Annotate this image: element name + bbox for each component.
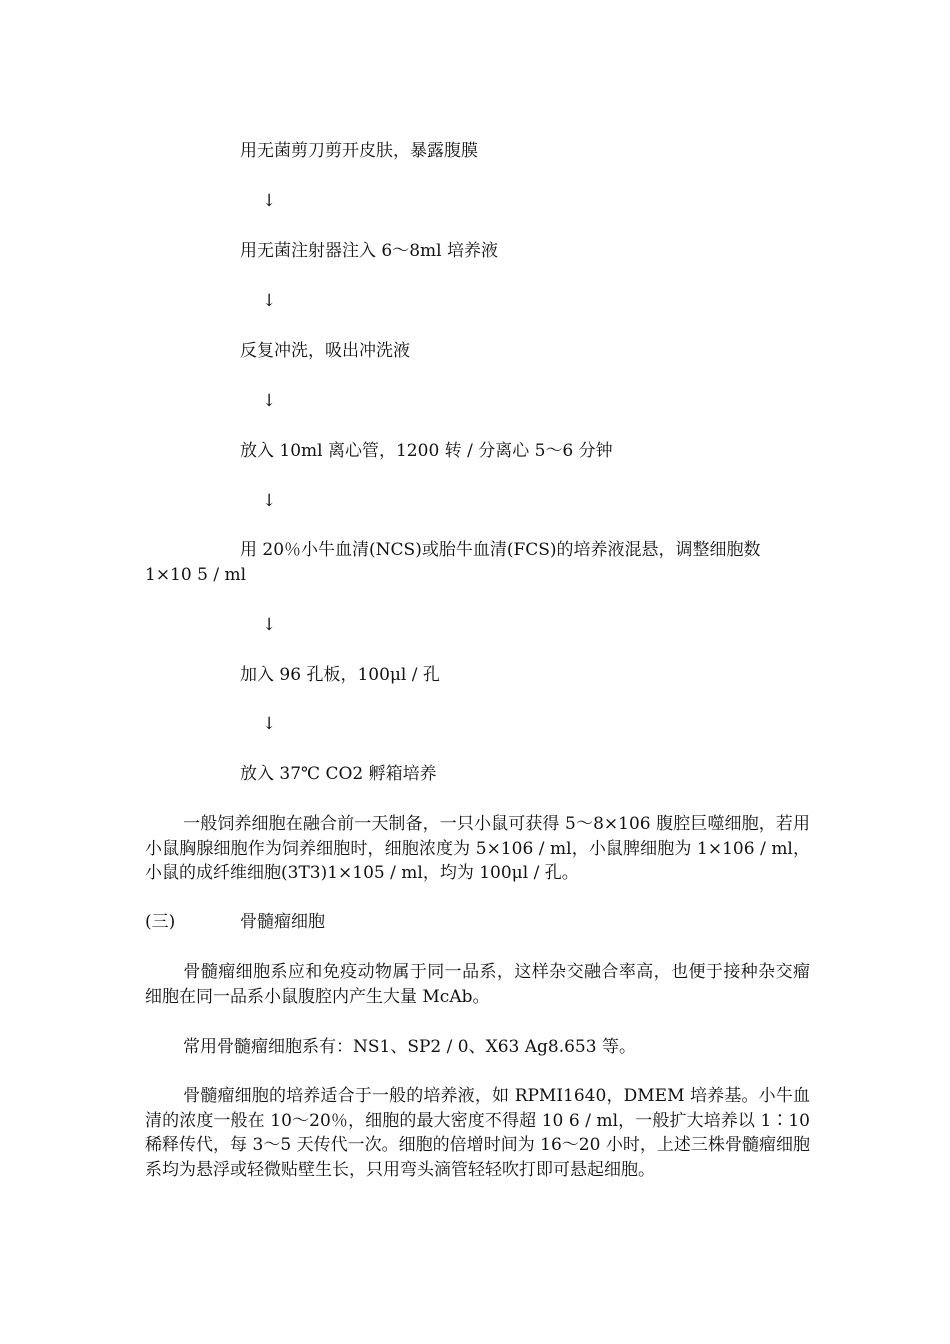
flow-step-plate: 加入 96 孔板，100μl / 孔 (240, 665, 440, 685)
paragraph-myeloma-culture-text: 骨髓瘤细胞的培养适合于一般的培养液，如 RPMI1640，DMEM 培养基。小牛血清的浓度一般在 10～20％，细胞的最大密度不得超 10 6 / ml，一般扩大培养以 1∶10 稀释传代，每 3～5 天传代一次。细胞的倍增时间为 16～20 小时，上述三株骨髓瘤细胞系均为悬浮或轻微贴壁生长，只用弯头滴管轻轻吹打即可悬起细胞。 (145, 1086, 810, 1180)
flow-step-resuspend (145, 538, 810, 587)
flow-arrow-3: ↓ (262, 391, 277, 411)
flow-step-inject-medium: 用无菌注射器注入 6～8ml 培养液 (240, 241, 498, 261)
flow-arrow-6: ↓ (262, 714, 277, 734)
flow-step-centrifuge: 放入 10ml 离心管，1200 转 / 分离心 5～6 分钟 (240, 441, 613, 461)
paragraph-myeloma-lines (145, 1035, 810, 1060)
paragraph-myeloma-strain (145, 960, 810, 1009)
flow-arrow-5: ↓ (262, 615, 277, 635)
section-heading (145, 910, 325, 934)
flow-step-cut-skin: 用无菌剪刀剪开皮肤，暴露腹膜 (240, 141, 478, 161)
paragraph-myeloma-lines-text: 常用骨髓瘤细胞系有：NS1、SP2 / 0、X63 Ag8.653 等。 (183, 1037, 636, 1057)
flow-arrow-1: ↓ (262, 191, 277, 211)
paragraph-feeder-cells (145, 812, 810, 886)
flow-step-resuspend-text: 用 20％小牛血清(NCS)或胎牛血清(FCS)的培养液混悬，调整细胞数 1×10 5 / ml (145, 540, 761, 585)
paragraph-myeloma-culture (145, 1084, 810, 1182)
flow-arrow-2: ↓ (262, 291, 277, 311)
paragraph-feeder-cells-text: 一般饲养细胞在融合前一天制备，一只小鼠可获得 5～8×106 腹腔巨噬细胞，若用小鼠胸腺细胞作为饲养细胞时，细胞浓度为 5×106 / ml，小鼠脾细胞为 1×106 / ml，小鼠的成纤维细胞(3T3)1×105 / ml，均为 100μl / 孔。 (145, 814, 810, 883)
flow-arrow-4: ↓ (262, 491, 277, 511)
paragraph-myeloma-strain-text: 骨髓瘤细胞系应和免疫动物属于同一品系，这样杂交融合率高，也便于接种杂交瘤细胞在同一品系小鼠腹腔内产生大量 McAb。 (145, 962, 810, 1007)
flow-step-rinse: 反复冲洗，吸出冲洗液 (240, 341, 410, 361)
section-title: 骨髓瘤细胞 (240, 912, 325, 932)
flow-step-incubate: 放入 37℃ CO2 孵箱培养 (240, 764, 437, 784)
section-number: (三) (145, 912, 176, 932)
